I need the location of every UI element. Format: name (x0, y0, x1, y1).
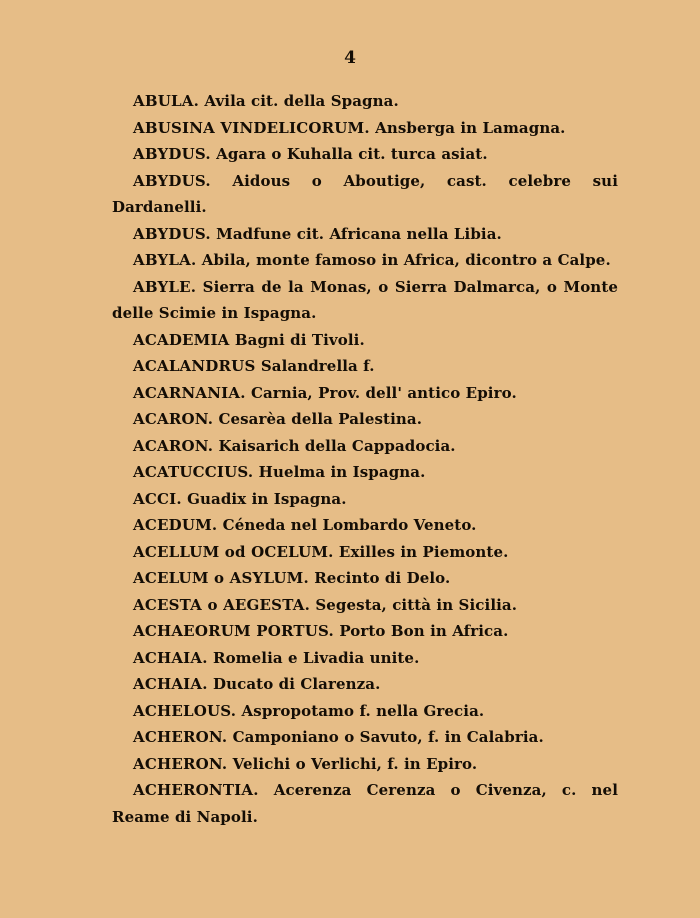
entry-headword: ABUSINA VINDELICORUM. (133, 118, 370, 137)
entry-headword: ABYLA. (133, 251, 197, 269)
entry (112, 406, 618, 433)
entry-headword: ACHAEORUM PORTUS. (133, 622, 334, 640)
entry-headword: ACCI. (133, 489, 182, 508)
entry-gloss: Agara o Kuhalla cit. turca asiat. (216, 145, 488, 163)
entry-headword: ACEDUM. (133, 516, 218, 534)
entry-gloss: Avila cit. della Spagna. (204, 92, 399, 110)
entry-headword: ACATUCCIUS. (133, 463, 254, 481)
entry-headword: ACARON. (133, 436, 214, 455)
entry-headword: ACHAIA. (133, 675, 208, 693)
entry-gloss: Velichi o Verlichi, f. in Epiro. (232, 754, 478, 773)
entry (112, 141, 618, 168)
entry-gloss: Salandrella f. (260, 357, 375, 375)
entry-gloss: Ducato di Clarenza. (213, 675, 381, 693)
entry (112, 777, 618, 830)
entry (112, 327, 618, 354)
entry-headword: ACHERON. (133, 754, 228, 773)
entry (112, 247, 618, 274)
entry-gloss: Sierra de la Monas, o Sierra Dalmarca, o Monte delle Scimie in Ispagna. (112, 277, 618, 322)
entry-headword: ACELUM o ASYLUM. (133, 569, 309, 587)
entry-headword: ABYDUS. (133, 171, 211, 190)
gazetteer-entries (112, 88, 618, 830)
entry (112, 380, 618, 407)
entry (112, 671, 618, 698)
entry (112, 221, 618, 248)
entry-headword: ACARON. (133, 410, 214, 428)
entry-gloss: Huelma in Ispagna. (258, 463, 426, 481)
entry-gloss: Acerenza Cerenza o Civenza, c. nel Reame di Napoli. (112, 781, 618, 826)
entry-gloss: Bagni di Tivoli. (234, 330, 365, 349)
entry-headword: ACARNANIA. (133, 383, 246, 402)
page-number: 4 (344, 48, 356, 68)
entry-headword: ABYLE. (133, 277, 197, 296)
entry (112, 433, 618, 460)
entry (112, 353, 618, 380)
entry (112, 486, 618, 513)
entry (112, 539, 618, 566)
entry-headword: ACHELOUS. (133, 701, 237, 720)
entry-headword: ACESTA o AEGESTA. (133, 595, 311, 614)
entry (112, 645, 618, 672)
entry (112, 565, 618, 592)
entry-headword: ACELLUM od OCELUM. (133, 542, 334, 561)
entry-gloss: Cesarèa della Palestina. (218, 410, 423, 428)
entry-gloss: Abila, monte famoso in Africa, dicontro a Calpe. (201, 251, 611, 269)
entry-gloss: Céneda nel Lombardo Veneto. (222, 516, 477, 534)
entry-headword: ACHERON. (133, 728, 228, 746)
entry (112, 115, 618, 142)
entry-gloss: Aspropotamo f. nella Grecia. (241, 701, 485, 720)
entry (112, 512, 618, 539)
entry (112, 724, 618, 751)
entry-gloss: Guadix in Ispagna. (187, 489, 347, 508)
entry-gloss: Aidous o Aboutige, cast. celebre sui Dardanelli. (112, 171, 618, 216)
entry (112, 592, 618, 619)
entry (112, 698, 618, 725)
entry (112, 618, 618, 645)
entry-gloss: Madfune cit. Africana nella Libia. (216, 224, 502, 243)
entry-gloss: Carnia, Prov. dell' antico Epiro. (250, 383, 517, 402)
entry (112, 274, 618, 327)
entry-headword: ACALANDRUS (133, 357, 256, 375)
entry (112, 168, 618, 221)
entry-headword: ABULA. (133, 92, 200, 110)
entry (112, 459, 618, 486)
entry-gloss: Recinto di Delo. (314, 569, 451, 587)
entry-headword: ACHERONTIA. (133, 781, 259, 799)
entry (112, 751, 618, 778)
entry-gloss: Camponiano o Savuto, f. in Calabria. (232, 728, 544, 746)
entry-headword: ACHAIA. (133, 648, 208, 667)
entry-gloss: Exilles in Piemonte. (338, 542, 509, 561)
entry-headword: ACADEMIA (133, 330, 230, 349)
entry (112, 88, 618, 115)
entry-gloss: Porto Bon in Africa. (339, 622, 509, 640)
entry-gloss: Segesta, città in Sicilia. (315, 595, 518, 614)
entry-gloss: Kaisarich della Cappadocia. (218, 436, 456, 455)
entry-headword: ABYDUS. (133, 145, 211, 163)
entry-gloss: Romelia e Livadia unite. (213, 648, 420, 667)
entry-gloss: Ansberga in Lamagna. (375, 118, 566, 137)
entry-headword: ABYDUS. (133, 224, 211, 243)
